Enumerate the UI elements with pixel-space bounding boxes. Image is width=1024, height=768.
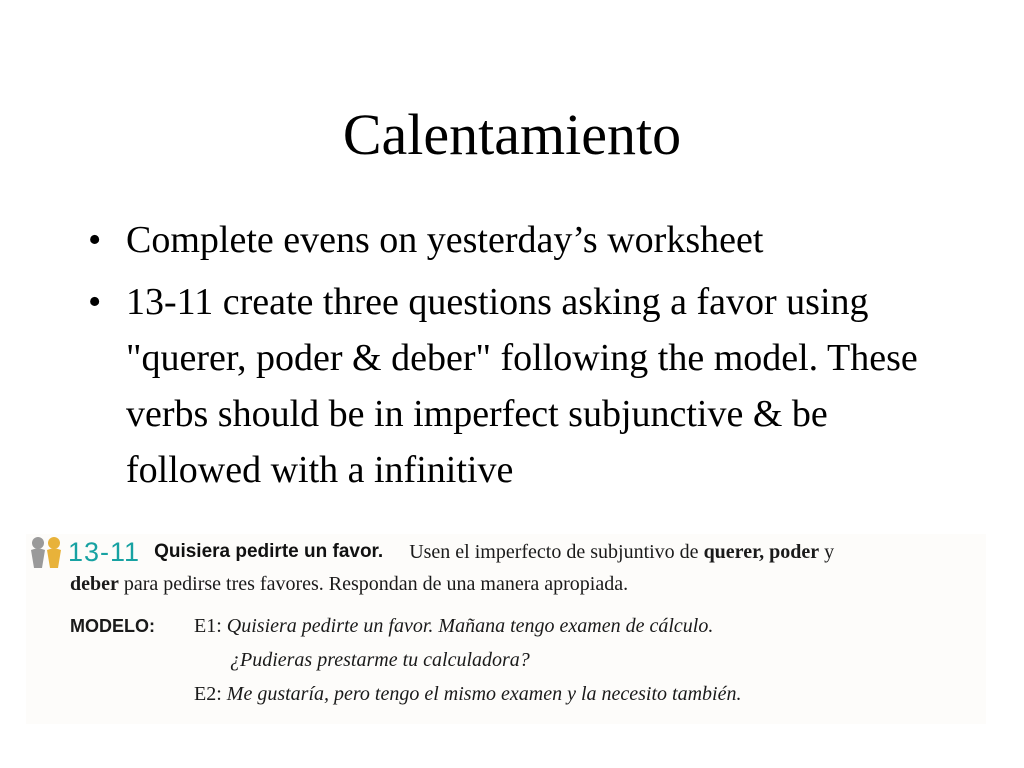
exercise-number: 13-11: [68, 536, 141, 567]
bullet-marker: •: [88, 281, 102, 323]
model-e2-line: [194, 680, 741, 708]
instructions-verbs: querer, poder: [703, 540, 820, 563]
pair-work-icon: [26, 534, 68, 570]
e2-text: Me gustaría, pero tengo el mismo examen y la necesito también.: [226, 683, 742, 705]
bullet-text: 13-11 create three questions asking a favor using "querer, poder & deber" following the model. These verbs should be in imperfect subjunctive & be followed with a infinitive: [126, 281, 918, 491]
instructions-verb-deber: deber: [70, 573, 119, 595]
instructions-conjunction: y: [824, 540, 835, 563]
instructions-rest: para pedirse tres favores. Respondan de una manera apropiada.: [123, 573, 629, 595]
e1-text-1: Quisiera pedirte un favor. Mañana tengo examen de cálculo.: [226, 615, 714, 637]
speaker-e2: E2:: [194, 683, 222, 705]
exercise-heading: Quisiera pedirte un favor.: [154, 541, 384, 562]
textbook-excerpt: [26, 534, 986, 724]
e1-text-2: ¿Pudieras prestarme tu calculadora?: [230, 649, 530, 671]
excerpt-header: [26, 534, 834, 570]
instructions-line-2: [70, 570, 628, 598]
bullet-marker: •: [88, 219, 102, 261]
slide-title: Calentamiento: [342, 102, 682, 167]
model-e1-line2: [230, 646, 530, 674]
modelo-label: MODELO:: [70, 616, 155, 636]
model-e1-line1: [194, 612, 713, 640]
bullet-text: Complete evens on yesterday’s worksheet: [126, 219, 764, 261]
bullet-item: [80, 274, 960, 498]
speaker-e1: E1:: [194, 615, 222, 637]
bullet-item: [80, 212, 960, 268]
bullet-list: [80, 212, 960, 504]
instructions-text: Usen el imperfecto de subjuntivo de: [409, 540, 699, 563]
